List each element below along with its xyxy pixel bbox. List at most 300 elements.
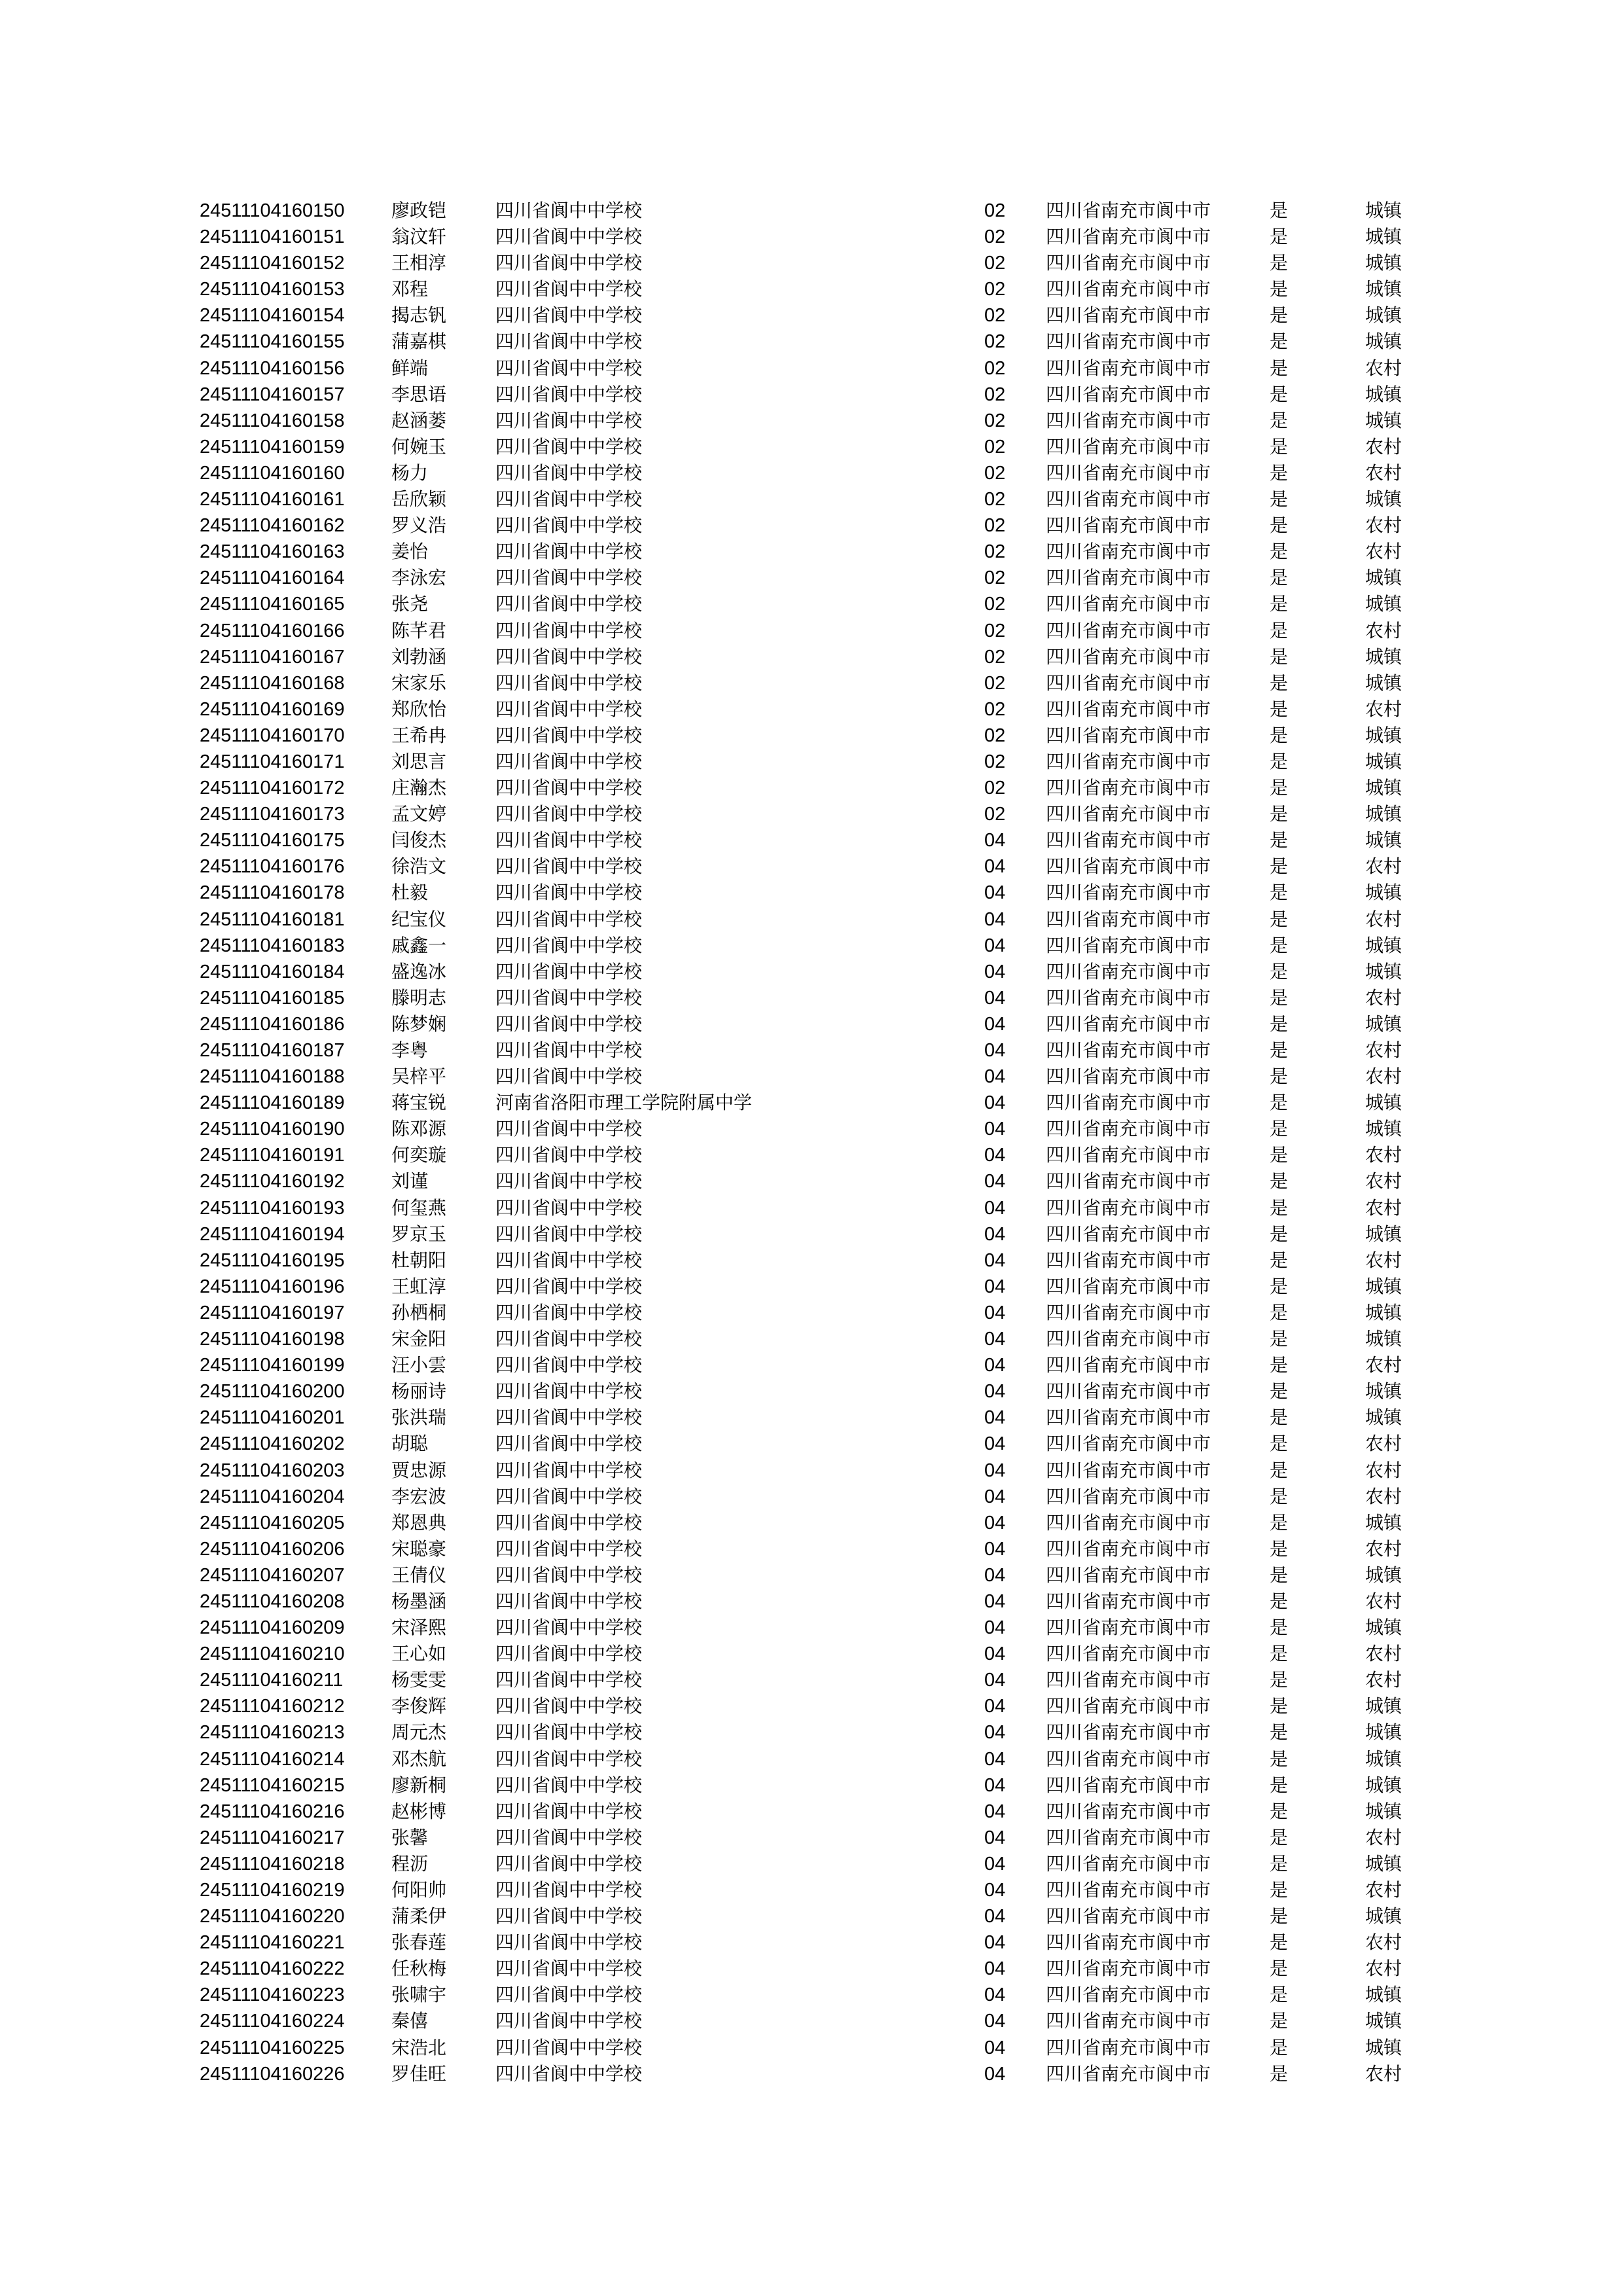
student-id-cell: 24511104160213	[200, 1722, 345, 1744]
residence-type-cell: 城镇	[1365, 252, 1402, 274]
student-id-cell: 24511104160189	[200, 1092, 345, 1114]
residence-type-cell: 农村	[1365, 514, 1402, 537]
school-cell: 四川省阆中中学校	[495, 1721, 643, 1744]
student-name-cell: 孟文婷	[391, 803, 447, 825]
table-row	[0, 539, 1623, 565]
school-cell: 四川省阆中中学校	[495, 724, 643, 746]
student-id-cell: 24511104160219	[200, 1880, 345, 1901]
region-cell: 四川省南充市阆中市	[1046, 541, 1211, 563]
table-row	[0, 1877, 1623, 1903]
residence-type-cell: 城镇	[1365, 1774, 1402, 1796]
student-name-cell: 杜朝阳	[391, 1249, 447, 1271]
residence-type-cell: 城镇	[1365, 278, 1402, 300]
school-cell: 四川省阆中中学校	[495, 304, 643, 327]
student-name-cell: 胡聪	[391, 1433, 429, 1455]
category-code-cell: 04	[984, 1066, 1006, 1088]
category-code-cell: 04	[984, 1722, 1006, 1744]
school-cell: 四川省阆中中学校	[495, 1380, 643, 1403]
eligibility-cell: 是	[1270, 1800, 1289, 1822]
table-row	[0, 1405, 1623, 1431]
category-code-cell: 04	[984, 1381, 1006, 1403]
school-cell: 四川省阆中中学校	[495, 331, 643, 353]
eligibility-cell: 是	[1270, 882, 1289, 904]
eligibility-cell: 是	[1270, 1354, 1289, 1376]
student-name-cell: 宋聪豪	[391, 1537, 447, 1560]
student-name-cell: 蒲嘉棋	[391, 331, 447, 353]
category-code-cell: 04	[984, 1302, 1006, 1323]
student-name-cell: 刘谨	[391, 1170, 429, 1193]
eligibility-cell: 是	[1270, 1144, 1289, 1166]
student-id-cell: 24511104160210	[200, 1643, 345, 1665]
eligibility-cell: 是	[1270, 1301, 1289, 1323]
residence-type-cell: 农村	[1365, 1433, 1402, 1455]
student-id-cell: 24511104160171	[200, 751, 345, 772]
school-cell: 四川省阆中中学校	[495, 750, 643, 772]
school-cell: 四川省阆中中学校	[495, 1328, 643, 1350]
region-cell: 四川省南充市阆中市	[1046, 461, 1211, 484]
region-cell: 四川省南充市阆中市	[1046, 278, 1211, 300]
category-code-cell: 04	[984, 1880, 1006, 1901]
region-cell: 四川省南充市阆中市	[1046, 777, 1211, 799]
residence-type-cell: 农村	[1365, 541, 1402, 563]
eligibility-cell: 是	[1270, 829, 1289, 852]
school-cell: 四川省阆中中学校	[495, 1196, 643, 1219]
category-code-cell: 04	[984, 1119, 1006, 1140]
category-code-cell: 02	[984, 567, 1006, 589]
student-id-cell: 24511104160218	[200, 1853, 345, 1874]
eligibility-cell: 是	[1270, 1249, 1289, 1271]
region-cell: 四川省南充市阆中市	[1046, 1511, 1211, 1534]
category-code-cell: 02	[984, 672, 1006, 694]
roster-table	[0, 198, 1623, 2087]
student-id-cell: 24511104160152	[200, 253, 345, 274]
eligibility-cell: 是	[1270, 226, 1289, 248]
student-name-cell: 宋浩北	[391, 2036, 447, 2058]
residence-type-cell: 农村	[1365, 1931, 1402, 1954]
eligibility-cell: 是	[1270, 1852, 1289, 1874]
school-cell: 四川省阆中中学校	[495, 1485, 643, 1507]
table-row	[0, 355, 1623, 382]
table-row	[0, 1615, 1623, 1641]
residence-type-cell: 农村	[1365, 908, 1402, 930]
student-name-cell: 宋泽熙	[391, 1617, 447, 1639]
student-name-cell: 鲜端	[391, 357, 429, 379]
region-cell: 四川省南充市阆中市	[1046, 750, 1211, 772]
school-cell: 四川省阆中中学校	[495, 409, 643, 431]
residence-type-cell: 城镇	[1365, 593, 1402, 615]
category-code-cell: 04	[984, 1276, 1006, 1297]
eligibility-cell: 是	[1270, 1879, 1289, 1901]
table-row	[0, 775, 1623, 801]
region-cell: 四川省南充市阆中市	[1046, 1931, 1211, 1954]
table-row	[0, 460, 1623, 486]
region-cell: 四川省南充市阆中市	[1046, 645, 1211, 668]
student-name-cell: 岳欣颖	[391, 488, 447, 511]
student-name-cell: 陈梦娴	[391, 1013, 447, 1035]
category-code-cell: 04	[984, 1092, 1006, 1114]
residence-type-cell: 城镇	[1365, 1721, 1402, 1744]
table-row	[0, 1536, 1623, 1562]
region-cell: 四川省南充市阆中市	[1046, 1617, 1211, 1639]
region-cell: 四川省南充市阆中市	[1046, 803, 1211, 825]
student-id-cell: 24511104160202	[200, 1433, 345, 1455]
category-code-cell: 02	[984, 410, 1006, 431]
school-cell: 四川省阆中中学校	[495, 488, 643, 511]
school-cell: 四川省阆中中学校	[495, 278, 643, 300]
residence-type-cell: 农村	[1365, 357, 1402, 379]
table-row	[0, 696, 1623, 723]
region-cell: 四川省南充市阆中市	[1046, 200, 1211, 221]
region-cell: 四川省南充市阆中市	[1046, 1118, 1211, 1140]
category-code-cell: 04	[984, 1853, 1006, 1874]
table-row	[0, 224, 1623, 250]
category-code-cell: 02	[984, 253, 1006, 274]
student-name-cell: 罗佳旺	[391, 2062, 447, 2085]
table-row	[0, 486, 1623, 512]
school-cell: 四川省阆中中学校	[495, 698, 643, 720]
region-cell: 四川省南充市阆中市	[1046, 1852, 1211, 1874]
region-cell: 四川省南充市阆中市	[1046, 1249, 1211, 1271]
table-row	[0, 1168, 1623, 1194]
student-id-cell: 24511104160155	[200, 331, 345, 353]
student-id-cell: 24511104160215	[200, 1774, 345, 1796]
category-code-cell: 04	[984, 1171, 1006, 1193]
category-code-cell: 04	[984, 1564, 1006, 1586]
school-cell: 四川省阆中中学校	[495, 226, 643, 248]
student-id-cell: 24511104160166	[200, 620, 345, 641]
student-id-cell: 24511104160200	[200, 1381, 345, 1403]
category-code-cell: 02	[984, 331, 1006, 353]
region-cell: 四川省南充市阆中市	[1046, 383, 1211, 405]
table-row	[0, 1300, 1623, 1326]
eligibility-cell: 是	[1270, 1826, 1289, 1848]
eligibility-cell: 是	[1270, 1196, 1289, 1219]
student-name-cell: 杨丽诗	[391, 1380, 447, 1403]
region-cell: 四川省南充市阆中市	[1046, 882, 1211, 904]
eligibility-cell: 是	[1270, 2010, 1289, 2032]
residence-type-cell: 城镇	[1365, 750, 1402, 772]
region-cell: 四川省南充市阆中市	[1046, 1721, 1211, 1744]
table-row	[0, 1746, 1623, 1772]
region-cell: 四川省南充市阆中市	[1046, 986, 1211, 1009]
residence-type-cell: 农村	[1365, 1459, 1402, 1481]
student-name-cell: 徐浩文	[391, 855, 447, 878]
residence-type-cell: 城镇	[1365, 1407, 1402, 1429]
student-id-cell: 24511104160195	[200, 1249, 345, 1271]
table-row	[0, 1667, 1623, 1693]
student-id-cell: 24511104160154	[200, 305, 345, 327]
student-name-cell: 张洪瑞	[391, 1407, 447, 1429]
eligibility-cell: 是	[1270, 1433, 1289, 1455]
school-cell: 四川省阆中中学校	[495, 461, 643, 484]
table-row	[0, 1142, 1623, 1168]
table-row	[0, 1588, 1623, 1615]
residence-type-cell: 城镇	[1365, 200, 1402, 221]
residence-type-cell: 城镇	[1365, 1118, 1402, 1140]
table-row	[0, 1956, 1623, 1982]
category-code-cell: 04	[984, 987, 1006, 1009]
eligibility-cell: 是	[1270, 1485, 1289, 1507]
student-name-cell: 纪宝仪	[391, 908, 447, 930]
student-id-cell: 24511104160220	[200, 1906, 345, 1928]
residence-type-cell: 城镇	[1365, 331, 1402, 353]
student-id-cell: 24511104160185	[200, 987, 345, 1009]
table-row	[0, 565, 1623, 591]
school-cell: 四川省阆中中学校	[495, 435, 643, 457]
school-cell: 四川省阆中中学校	[495, 1695, 643, 1717]
table-row	[0, 880, 1623, 906]
residence-type-cell: 农村	[1365, 1249, 1402, 1271]
school-cell: 四川省阆中中学校	[495, 1170, 643, 1193]
residence-type-cell: 农村	[1365, 698, 1402, 720]
eligibility-cell: 是	[1270, 1905, 1289, 1928]
region-cell: 四川省南充市阆中市	[1046, 1905, 1211, 1928]
school-cell: 四川省阆中中学校	[495, 1774, 643, 1796]
region-cell: 四川省南充市阆中市	[1046, 1275, 1211, 1297]
category-code-cell: 04	[984, 1906, 1006, 1928]
school-cell: 四川省阆中中学校	[495, 1748, 643, 1770]
table-row	[0, 749, 1623, 775]
residence-type-cell: 城镇	[1365, 1092, 1402, 1114]
region-cell: 四川省南充市阆中市	[1046, 1039, 1211, 1061]
school-cell: 四川省阆中中学校	[495, 1066, 643, 1088]
residence-type-cell: 城镇	[1365, 724, 1402, 746]
student-name-cell: 周元杰	[391, 1721, 447, 1744]
category-code-cell: 04	[984, 1617, 1006, 1639]
table-row	[0, 985, 1623, 1011]
eligibility-cell: 是	[1270, 698, 1289, 720]
residence-type-cell: 城镇	[1365, 645, 1402, 668]
table-row	[0, 853, 1623, 880]
student-name-cell: 王倩仪	[391, 1564, 447, 1586]
eligibility-cell: 是	[1270, 1643, 1289, 1665]
category-code-cell: 04	[984, 1958, 1006, 1980]
school-cell: 四川省阆中中学校	[495, 200, 643, 221]
region-cell: 四川省南充市阆中市	[1046, 1144, 1211, 1166]
student-name-cell: 廖政铠	[391, 200, 447, 221]
table-row	[0, 1982, 1623, 2008]
eligibility-cell: 是	[1270, 645, 1289, 668]
table-row	[0, 1693, 1623, 1719]
student-name-cell: 何玺燕	[391, 1196, 447, 1219]
eligibility-cell: 是	[1270, 960, 1289, 982]
school-cell: 四川省阆中中学校	[495, 1407, 643, 1429]
student-name-cell: 庄瀚杰	[391, 777, 447, 799]
residence-type-cell: 城镇	[1365, 1380, 1402, 1403]
school-cell: 四川省阆中中学校	[495, 1144, 643, 1166]
category-code-cell: 04	[984, 1827, 1006, 1848]
eligibility-cell: 是	[1270, 1617, 1289, 1639]
student-id-cell: 24511104160201	[200, 1407, 345, 1429]
student-id-cell: 24511104160169	[200, 698, 345, 720]
eligibility-cell: 是	[1270, 750, 1289, 772]
residence-type-cell: 农村	[1365, 1039, 1402, 1061]
table-row	[0, 276, 1623, 302]
school-cell: 四川省阆中中学校	[495, 514, 643, 537]
residence-type-cell: 城镇	[1365, 1275, 1402, 1297]
eligibility-cell: 是	[1270, 567, 1289, 589]
school-cell: 四川省阆中中学校	[495, 1039, 643, 1061]
eligibility-cell: 是	[1270, 2062, 1289, 2085]
region-cell: 四川省南充市阆中市	[1046, 1669, 1211, 1691]
category-code-cell: 04	[984, 2037, 1006, 2058]
student-id-cell: 24511104160209	[200, 1617, 345, 1639]
student-name-cell: 郑欣怡	[391, 698, 447, 720]
student-id-cell: 24511104160192	[200, 1171, 345, 1193]
table-row	[0, 1247, 1623, 1274]
category-code-cell: 02	[984, 305, 1006, 327]
residence-type-cell: 农村	[1365, 1066, 1402, 1088]
eligibility-cell: 是	[1270, 1013, 1289, 1035]
eligibility-cell: 是	[1270, 1066, 1289, 1088]
region-cell: 四川省南充市阆中市	[1046, 855, 1211, 878]
student-id-cell: 24511104160183	[200, 935, 345, 956]
residence-type-cell: 城镇	[1365, 1564, 1402, 1586]
category-code-cell: 04	[984, 856, 1006, 878]
eligibility-cell: 是	[1270, 383, 1289, 405]
student-id-cell: 24511104160178	[200, 882, 345, 904]
student-name-cell: 张馨	[391, 1826, 429, 1848]
school-cell: 四川省阆中中学校	[495, 882, 643, 904]
category-code-cell: 02	[984, 725, 1006, 746]
region-cell: 四川省南充市阆中市	[1046, 1564, 1211, 1586]
student-id-cell: 24511104160151	[200, 226, 345, 248]
student-name-cell: 李泳宏	[391, 567, 447, 589]
eligibility-cell: 是	[1270, 304, 1289, 327]
category-code-cell: 04	[984, 1197, 1006, 1219]
student-id-cell: 24511104160170	[200, 725, 345, 746]
category-code-cell: 04	[984, 1774, 1006, 1796]
eligibility-cell: 是	[1270, 1774, 1289, 1796]
category-code-cell: 02	[984, 620, 1006, 641]
region-cell: 四川省南充市阆中市	[1046, 1590, 1211, 1612]
residence-type-cell: 城镇	[1365, 803, 1402, 825]
region-cell: 四川省南充市阆中市	[1046, 435, 1211, 457]
residence-type-cell: 城镇	[1365, 1695, 1402, 1717]
school-cell: 四川省阆中中学校	[495, 1301, 643, 1323]
student-name-cell: 李思语	[391, 383, 447, 405]
student-name-cell: 滕明志	[391, 986, 447, 1009]
student-name-cell: 贾忠源	[391, 1459, 447, 1481]
category-code-cell: 04	[984, 1801, 1006, 1822]
region-cell: 四川省南充市阆中市	[1046, 1013, 1211, 1035]
table-row	[0, 723, 1623, 749]
table-row	[0, 801, 1623, 827]
region-cell: 四川省南充市阆中市	[1046, 1223, 1211, 1245]
category-code-cell: 04	[984, 1223, 1006, 1245]
school-cell: 四川省阆中中学校	[495, 855, 643, 878]
eligibility-cell: 是	[1270, 357, 1289, 379]
student-name-cell: 何奕璇	[391, 1144, 447, 1166]
student-id-cell: 24511104160204	[200, 1486, 345, 1507]
category-code-cell: 02	[984, 594, 1006, 615]
school-cell: 四川省阆中中学校	[495, 803, 643, 825]
student-id-cell: 24511104160225	[200, 2037, 345, 2058]
student-id-cell: 24511104160188	[200, 1066, 345, 1088]
school-cell: 四川省阆中中学校	[495, 672, 643, 694]
category-code-cell: 02	[984, 541, 1006, 563]
student-name-cell: 蒋宝锐	[391, 1092, 447, 1114]
table-row	[0, 1352, 1623, 1378]
table-row	[0, 408, 1623, 434]
region-cell: 四川省南充市阆中市	[1046, 1643, 1211, 1665]
student-name-cell: 陈邓源	[391, 1118, 447, 1140]
region-cell: 四川省南充市阆中市	[1046, 1958, 1211, 1980]
table-row	[0, 250, 1623, 276]
eligibility-cell: 是	[1270, 461, 1289, 484]
student-name-cell: 赵涵蒌	[391, 409, 447, 431]
eligibility-cell: 是	[1270, 1958, 1289, 1980]
eligibility-cell: 是	[1270, 2036, 1289, 2058]
eligibility-cell: 是	[1270, 1669, 1289, 1691]
eligibility-cell: 是	[1270, 1275, 1289, 1297]
region-cell: 四川省南充市阆中市	[1046, 1459, 1211, 1481]
region-cell: 四川省南充市阆中市	[1046, 1826, 1211, 1848]
student-name-cell: 廖新桐	[391, 1774, 447, 1796]
eligibility-cell: 是	[1270, 1223, 1289, 1245]
student-name-cell: 何阳帅	[391, 1879, 447, 1901]
eligibility-cell: 是	[1270, 435, 1289, 457]
region-cell: 四川省南充市阆中市	[1046, 1879, 1211, 1901]
category-code-cell: 04	[984, 1512, 1006, 1534]
category-code-cell: 02	[984, 646, 1006, 668]
student-name-cell: 邓杰航	[391, 1748, 447, 1770]
school-cell: 四川省阆中中学校	[495, 1905, 643, 1928]
student-id-cell: 24511104160224	[200, 2011, 345, 2032]
student-name-cell: 闫俊杰	[391, 829, 447, 852]
school-cell: 四川省阆中中学校	[495, 829, 643, 852]
student-id-cell: 24511104160161	[200, 489, 345, 511]
school-cell: 四川省阆中中学校	[495, 1800, 643, 1822]
school-cell: 四川省阆中中学校	[495, 645, 643, 668]
student-id-cell: 24511104160208	[200, 1590, 345, 1612]
school-cell: 四川省阆中中学校	[495, 1958, 643, 1980]
student-name-cell: 刘思言	[391, 750, 447, 772]
category-code-cell: 02	[984, 489, 1006, 511]
student-name-cell: 何婉玉	[391, 435, 447, 457]
eligibility-cell: 是	[1270, 278, 1289, 300]
eligibility-cell: 是	[1270, 1537, 1289, 1560]
student-name-cell: 张春莲	[391, 1931, 447, 1954]
category-code-cell: 04	[984, 935, 1006, 956]
category-code-cell: 02	[984, 279, 1006, 300]
table-row	[0, 1326, 1623, 1352]
student-name-cell: 赵彬博	[391, 1800, 447, 1822]
category-code-cell: 04	[984, 2063, 1006, 2085]
school-cell: 四川省阆中中学校	[495, 252, 643, 274]
school-cell: 四川省阆中中学校	[495, 1852, 643, 1874]
school-cell: 四川省阆中中学校	[495, 1537, 643, 1560]
region-cell: 四川省南充市阆中市	[1046, 2062, 1211, 2085]
residence-type-cell: 城镇	[1365, 1748, 1402, 1770]
region-cell: 四川省南充市阆中市	[1046, 357, 1211, 379]
eligibility-cell: 是	[1270, 1590, 1289, 1612]
eligibility-cell: 是	[1270, 1328, 1289, 1350]
table-row	[0, 906, 1623, 933]
table-row	[0, 933, 1623, 959]
table-row	[0, 1799, 1623, 1825]
eligibility-cell: 是	[1270, 934, 1289, 956]
school-cell: 四川省阆中中学校	[495, 1669, 643, 1691]
residence-type-cell: 农村	[1365, 1958, 1402, 1980]
region-cell: 四川省南充市阆中市	[1046, 1748, 1211, 1770]
table-row	[0, 1562, 1623, 1588]
category-code-cell: 02	[984, 384, 1006, 405]
student-name-cell: 杨力	[391, 461, 429, 484]
student-id-cell: 24511104160163	[200, 541, 345, 563]
category-code-cell: 04	[984, 1590, 1006, 1612]
student-name-cell: 罗京玉	[391, 1223, 447, 1245]
